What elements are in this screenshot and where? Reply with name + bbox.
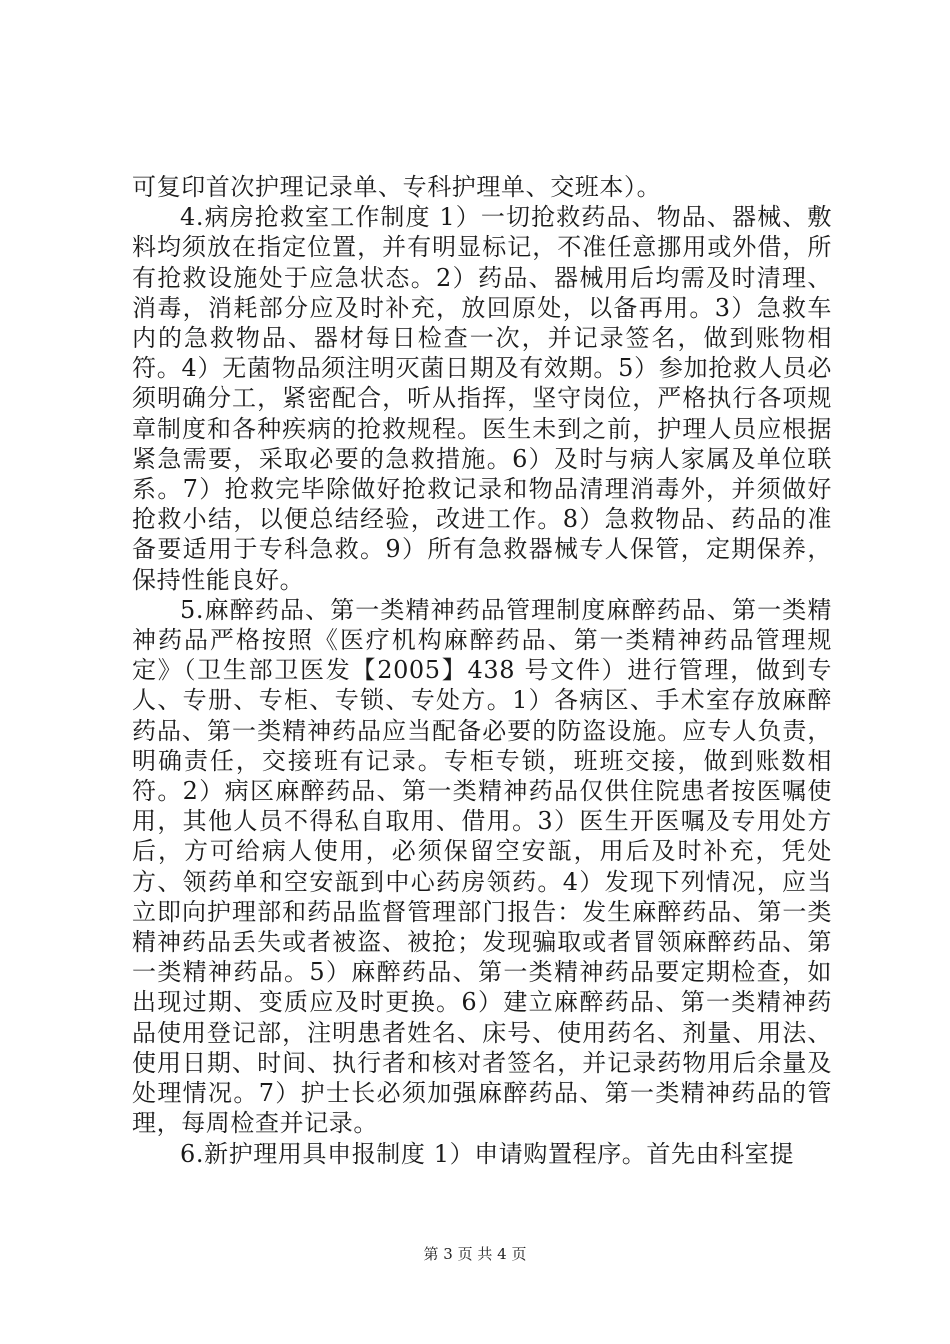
paragraph-new-equipment-rules: 6.新护理用具申报制度 1）申请购置程序。首先由科室提 — [180, 1139, 794, 1168]
paragraph-rescue-room-rules: 4.病房抢救室工作制度 1）一切抢救药品、物品、器械、敷料均须放在指定位置，并有明显标记，不准任意挪用或外借，所有抢救设施处于应急状态。2）药品、器械用后均需及时清理、消毒，消耗部分应及时补充，放回原处，以备再用。3）急救车内的急救物品、器材每日检查一次，并记录签名，做到账物相符。4）无菌物品须注明灭菌日期及有效期。5）参加抢救人员必须明确分工，紧密配合，听从指挥，坚守岗位，严格执行各项规章制度和各种疾病的抢救规程。医生未到之前，护理人员应根据紧急需要，采取必要的急救措施。6）及时与病人家属及单位联系。7）抢救完毕除做好抢救记录和物品清理消毒外，并须做好抢救小结，以便总结经验，改进工作。8）急救物品、药品的准备要适用于专科急救。9）所有急救器械专人保管，定期保养，保持性能良好。 — [132, 203, 832, 594]
document-body — [132, 172, 832, 1169]
page-footer: 第 3 页 共 4 页 — [423, 1245, 527, 1263]
paragraph-continuation: 可复印首次护理记录单、专科护理单、交班本）。 — [132, 173, 662, 201]
paragraph-narcotic-drug-rules: 5.麻醉药品、第一类精神药品管理制度麻醉药品、第一类精神药品严格按照《医疗机构麻醉药品、第一类精神药品管理规定》（卫生部卫医发【2005】438 号文件）进行管理，做到专人、专册、专柜、专锁、专处方。1）各病区、手术室存放麻醉药品、第一类精神药品应当配备必要的防盗设施。应专人负责，明确责任，交接班有记录。专柜专锁，班班交接，做到账数相符。2）病区麻醉药品、第一类精神药品仅供住院患者按医嘱使用，其他人员不得私自取用、借用。3）医生开医嘱及专用处方后，方可给病人使用，必须保留空安瓿，用后及时补充，凭处方、领药单和空安瓿到中心药房领药。4）发现下列情况，应当立即向护理部和药品监督管理部门报告：发生麻醉药品、第一类精神药品丢失或者被盗、被抢；发现骗取或者冒领麻醉药品、第一类精神药品。5）麻醉药品、第一类精神药品要定期检查，如出现过期、变质应及时更换。6）建立麻醉药品、第一类精神药品使用登记部，注明患者姓名、床号、使用药名、剂量、用法、使用日期、时间、执行者和核对者签名，并记录药物用后余量及处理情况。7）护士长必须加强麻醉药品、第一类精神药品的管理，每周检查并记录。 — [132, 595, 832, 1138]
